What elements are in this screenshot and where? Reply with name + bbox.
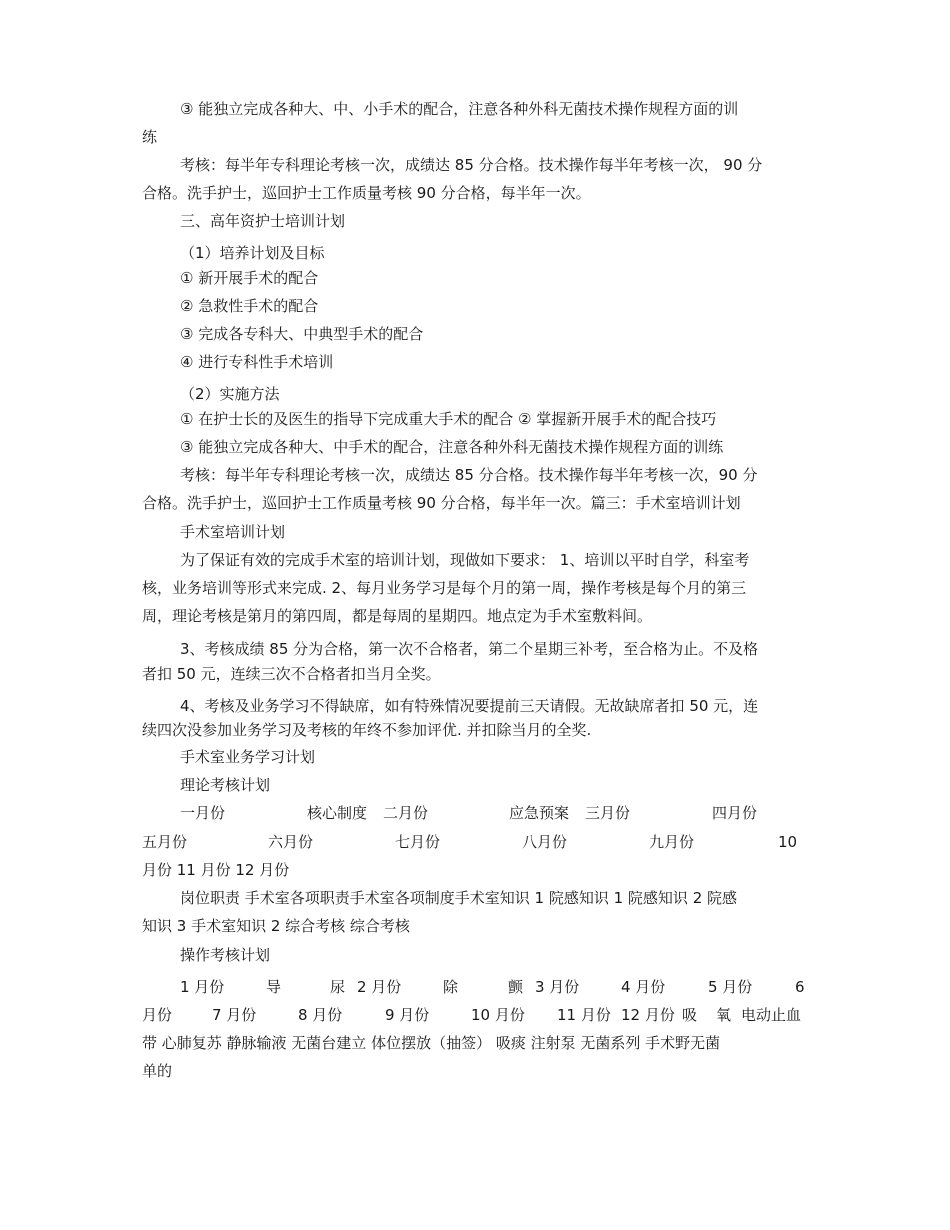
table-cell: 六月份 — [268, 833, 314, 851]
table-cell: 五月份 — [142, 833, 188, 851]
table-cell: 4 月份 — [621, 978, 666, 996]
section-heading: 操作考核计划 — [180, 946, 271, 964]
table-cell: 2 月份 — [357, 978, 402, 996]
table-cell: 12 月份 — [621, 1006, 675, 1024]
table-cell: 电动止血 — [741, 1006, 802, 1024]
text-line: 核，业务培训等形式来完成. 2、每月业务学习是每个月的第一周，操作考核是每个月的第三 — [142, 579, 747, 597]
list-item: ① 新开展手术的配合 — [180, 269, 319, 287]
table-cell: 10 月份 — [471, 1006, 525, 1024]
table-cell: 除 — [443, 978, 459, 996]
text-line: 周，理论考核是第月的第四周，都是每周的星期四。地点定为手术室敷料间。 — [142, 607, 653, 625]
table-cell: 颤 — [508, 978, 524, 996]
table-cell: 导 — [266, 978, 282, 996]
text-line: 合格。洗手护士，巡回护士工作质量考核 90 分合格，每半年一次。篇三：手术室培训计划 — [142, 494, 741, 512]
list-item: ③ 能独立完成各种大、中手术的配合，注意各种外科无菌技术操作规程方面的训练 — [180, 438, 724, 456]
list-item: ③ 完成各专科大、中典型手术的配合 — [180, 325, 424, 343]
text-line: 为了保证有效的完成手术室的培训计划，现做如下要求： 1、培训以平时自学，科室考 — [180, 551, 750, 569]
table-cell: 四月份 — [712, 804, 758, 822]
text-line: 考核：每半年专科理论考核一次，成绩达 85 分合格。技术操作每半年考核一次，90 分 — [180, 466, 758, 484]
table-cell: 3 月份 — [535, 978, 580, 996]
text-line: 练 — [142, 128, 158, 146]
table-cell: 吸 — [682, 1006, 698, 1024]
section-heading: 三、高年资护士培训计划 — [180, 212, 346, 230]
table-cell: 6 — [795, 978, 805, 996]
table-cell: 7 月份 — [212, 1006, 257, 1024]
text-line: 续四次没参加业务学习及考核的年终不参加评优. 并扣除当月的全奖. — [142, 721, 592, 739]
text-line: 带 心肺复苏 静脉输液 无菌台建立 体位摆放（抽签） 吸痰 注射泵 无菌系列 手术野无菌 — [142, 1034, 721, 1052]
table-cell: 三月份 — [585, 804, 631, 822]
section-heading: 手术室业务学习计划 — [180, 748, 316, 766]
table-cell: 尿 — [330, 978, 346, 996]
text-line: 岗位职责 手术室各项职责手术室各项制度手术室知识 1 院感知识 1 院感知识 2 院感 — [180, 889, 738, 907]
list-item: ④ 进行专科性手术培训 — [180, 353, 334, 371]
table-cell: 月份 — [142, 1006, 173, 1024]
subsection-heading: （1）培养计划及目标 — [180, 244, 325, 262]
table-cell: 九月份 — [649, 833, 695, 851]
text-line: 单的 — [142, 1062, 173, 1080]
table-cell: 月份 11 月份 12 月份 — [142, 861, 290, 879]
section-heading: 手术室培训计划 — [180, 523, 286, 541]
list-item: ① 在护士长的及医生的指导下完成重大手术的配合 ② 掌握新开展手术的配合技巧 — [180, 410, 717, 428]
table-cell: 核心制度 — [307, 804, 368, 822]
text-line: 考核：每半年专科理论考核一次，成绩达 85 分合格。技术操作每半年考核一次， 90 分 — [180, 156, 763, 174]
text-line: ③ 能独立完成各种大、中、小手术的配合，注意各种外科无菌技术操作规程方面的训 — [180, 100, 739, 118]
table-cell: 氧 — [716, 1006, 732, 1024]
text-line: 者扣 50 元，连续三次不合格者扣当月全奖。 — [142, 665, 441, 683]
text-line: 知识 3 手术室知识 2 综合考核 综合考核 — [142, 917, 410, 935]
subsection-heading: （2）实施方法 — [180, 385, 280, 403]
text-line: 4、考核及业务学习不得缺席，如有特殊情况要提前三天请假。无故缺席者扣 50 元，连 — [180, 697, 759, 715]
table-cell: 10 — [778, 833, 798, 851]
table-cell: 5 月份 — [708, 978, 753, 996]
text-line: 3、考核成绩 85 分为合格，第一次不合格者，第二个星期三补考，至合格为止。不及格 — [180, 640, 759, 658]
table-cell: 11 月份 — [557, 1006, 611, 1024]
table-cell: 八月份 — [522, 833, 568, 851]
list-item: ② 急救性手术的配合 — [180, 297, 319, 315]
text-line: 合格。洗手护士，巡回护士工作质量考核 90 分合格，每半年一次。 — [142, 184, 591, 202]
table-cell: 应急预案 — [509, 804, 570, 822]
table-cell: 一月份 — [180, 804, 226, 822]
table-cell: 9 月份 — [385, 1006, 430, 1024]
table-cell: 二月份 — [383, 804, 429, 822]
table-cell: 8 月份 — [298, 1006, 343, 1024]
table-cell: 1 月份 — [180, 978, 225, 996]
section-heading: 理论考核计划 — [180, 776, 271, 794]
table-cell: 七月份 — [395, 833, 441, 851]
